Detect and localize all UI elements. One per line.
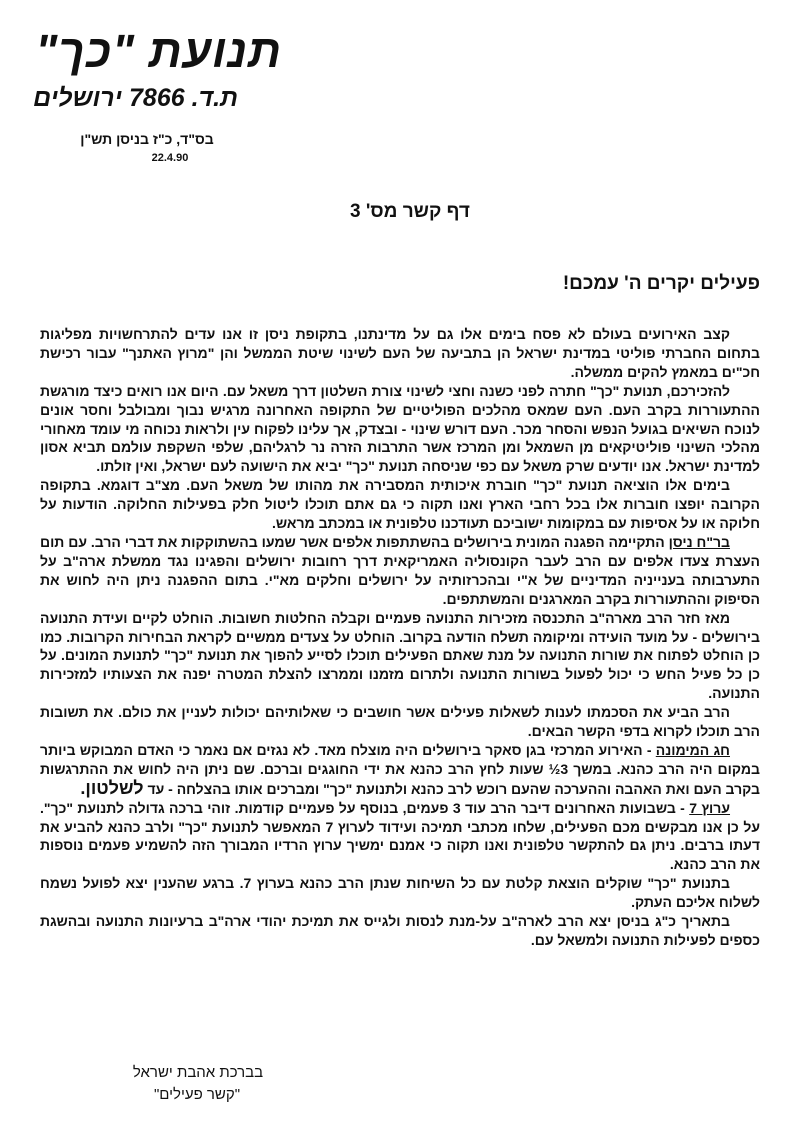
paragraph-text: בימים אלו הוציאה תנועת "כך" חוברת איכותית המסבירה את מהותו של משאל העם. מצ"ב דוגמא. בתקופה הקרובה יופצו חוברות אלו בכל רחבי הארץ ואנו תקוה כי גם אתם תוכלו ליטול חלק בפעילות החלוקה. הודעות על חלוקה או על אסיפות עם במקומות ישוביכם תעודכנו טלפונית או במכתב מראש.	[40, 477, 760, 532]
paragraph-text: קצב האירועים בעולם לא פסח בימים אלו גם על מדינתנו, בתקופת ניסן זו אנו עדים להתרחשויות מפליגות בתחום החברתי פוליטי במדינת ישראל הן בתביעה של העם לשינוי שיטת הממשל והן "מרוץ האתנך" עבור רכישת חכ"ים במאמץ להקים ממשלה.	[40, 326, 760, 380]
paragraph-text: הרב הביע את הסכמתו לענות לשאלות פעילים אשר חושבים כי שאלותיהם יכולות לעניין את כולם. את תשובות הרב תוכלו לקרוא בדפי הקשר הבאים.	[40, 704, 760, 740]
paragraph-lead: חג המימונה	[655, 741, 730, 758]
paragraph	[40, 799, 760, 875]
paragraph	[40, 703, 760, 741]
paragraph-text: - האירוע המרכזי בגן סאקר בירושלים היה מוצלח מאד. לא נגזים אם נאמר כי האדם המבוקש ביותר במקום היה הרב כהנא. במשך 3½ שעות לחץ הרב כהנא את ידי החוגגים וברכם. שם ניתן היה לחוש את ההתרגשות בקרב העם ואת האהבה וההערכה שהעם רוכש לרב כהנא ולתנועת "כך" ומברכים אותו בהצלחה - עד	[40, 741, 760, 797]
paragraph	[40, 741, 760, 799]
paragraph-lead: בר"ח ניסן	[668, 533, 730, 550]
paragraph-text: להזכירכם, תנועת "כך" חתרה לפני כשנה וחצי לשינוי צורת השלטון דרך משאל עם. היום אנו רואים כיצד מורגשת ההתעוררות בקרב העם. העם שמאס מהלכים הפוליטיים של התקופה האחרונה מרגיש נבוך ומבולבל וחסר אונים לנוכח השיאים בגועל הנפש והסחר מכר. העם דורש שינוי - ובצדק, אך עלינו לפקוח עין ולראות נכוחה מי עומד מאחורי מהלכי השינוי פוליטיקאים מן השמאל ומן המרכז אשר התרבות הזרה נר לרגליהם, שלפי השקפת עולמם תביא אסון למדינת ישראל. אנו יודעים שרק משאל עם כפי שניסחה תנועת "כך" יביא את הישועה לעם ישראל, ואין זולתו.	[40, 382, 760, 475]
letter-body	[40, 325, 760, 950]
po-box-address: ת.ד. 7866 ירושלים	[33, 84, 238, 112]
signature-closing: בברכת אהבת ישראל	[132, 1064, 264, 1081]
paragraph-tail: לשלטון.	[80, 777, 144, 798]
gregorian-date: 22.4.90	[151, 152, 189, 164]
paragraph	[40, 874, 760, 912]
hebrew-date: בס"ד, כ"ז בניסן תש"ן	[80, 131, 214, 147]
paragraph-text: בתנועת "כך" שוקלים הוצאת קלטת עם כל השיחות שנתן הרב כהנא בערוץ 7. ברגע שהענין יצא לפועל נשמח לשלוח אליכם העתק.	[40, 875, 760, 911]
paragraph	[40, 912, 760, 950]
paragraph-text: - בשבועות האחרונים דיבר הרב עוד 3 פעמים, בנוסף על פעמיים קודמות. זוהי ברכה גדולה לתנועת "כך". על כן אנו מבקשים מכם הפעילים, שלחו מכתבי תמיכה ועידוד לערוץ 7 המאפשר לתנועת "כך" ולרב כהנא להביע את דעתו ברבים. ניתן גם להתקשר טלפונית ואנו תקוה כי אמנם ימשיך ערוץ הרדיו המבורך הזה להשמיע פעמים נוספות את הרב כהנא.	[40, 799, 760, 873]
paragraph	[40, 325, 760, 382]
paragraph	[40, 609, 760, 704]
organization-logo: תנועת "כך"	[35, 25, 282, 77]
document-title: דף קשר מס' 3	[350, 201, 470, 222]
signature-sender: "קשר פעילים"	[153, 1086, 241, 1103]
paragraph-lead: ערוץ 7	[689, 799, 731, 816]
paragraph-text: מאז חזר הרב מארה"ב התכנסה מזכירות התנועה פעמיים וקבלה החלטות חשובות. הוחלט לקיים ועידת התנועה בירושלים - על מועד הועידה ומיקומה תשלח הודעה בקרוב. הוחלט על צעדים ממשיים לקראת הבחירות הקרובות. כמו כן הוחלט לפתוח את שורות התנועה על מנת שאתם הפעילים תוכלו לסייע להפוך את תנועת "כך" לתנועת המונים. על כן כל פעיל החש כי יכול לפעול בשורות התנועה ולתרום מזמנו וממרצו להצלת המטרה יפנה את הצעותיו למזכירות התנועה.	[40, 609, 760, 702]
paragraph	[40, 382, 760, 477]
paragraph-text: בתאריך כ"ג בניסן יצא הרב לארה"ב על-מנת לנסות ולגייס את תמיכת יהודי ארה"ב ברעיונות התנועה ובהשגת כספים לפעילות התנועה ולמשאל עם.	[40, 913, 760, 948]
greeting: פעילים יקרים ה' עמכם!	[562, 273, 760, 294]
paragraph	[40, 476, 760, 533]
paragraph-text: התקיימה הפגנה המונית בירושלים בהשתתפות אלפים אשר שמעו בהשתוקקות את דברי הרב. עם תום העצרת צעדו אלפים עם הרב לעבר הקונסוליה האמריקאית דרך רחובות ירושלים והפגינו נגד ממשלת ארה"ב על התערבותה בענייניה המדיניים של א"י ובהכרזותיה על ירושלים וחלקים מא"י. בתום ההפגנה ניתן היה לחוש את הסיפוק וההתעוררות בקרב המארגנים והמשתתפים.	[40, 533, 760, 607]
paragraph	[40, 533, 760, 609]
